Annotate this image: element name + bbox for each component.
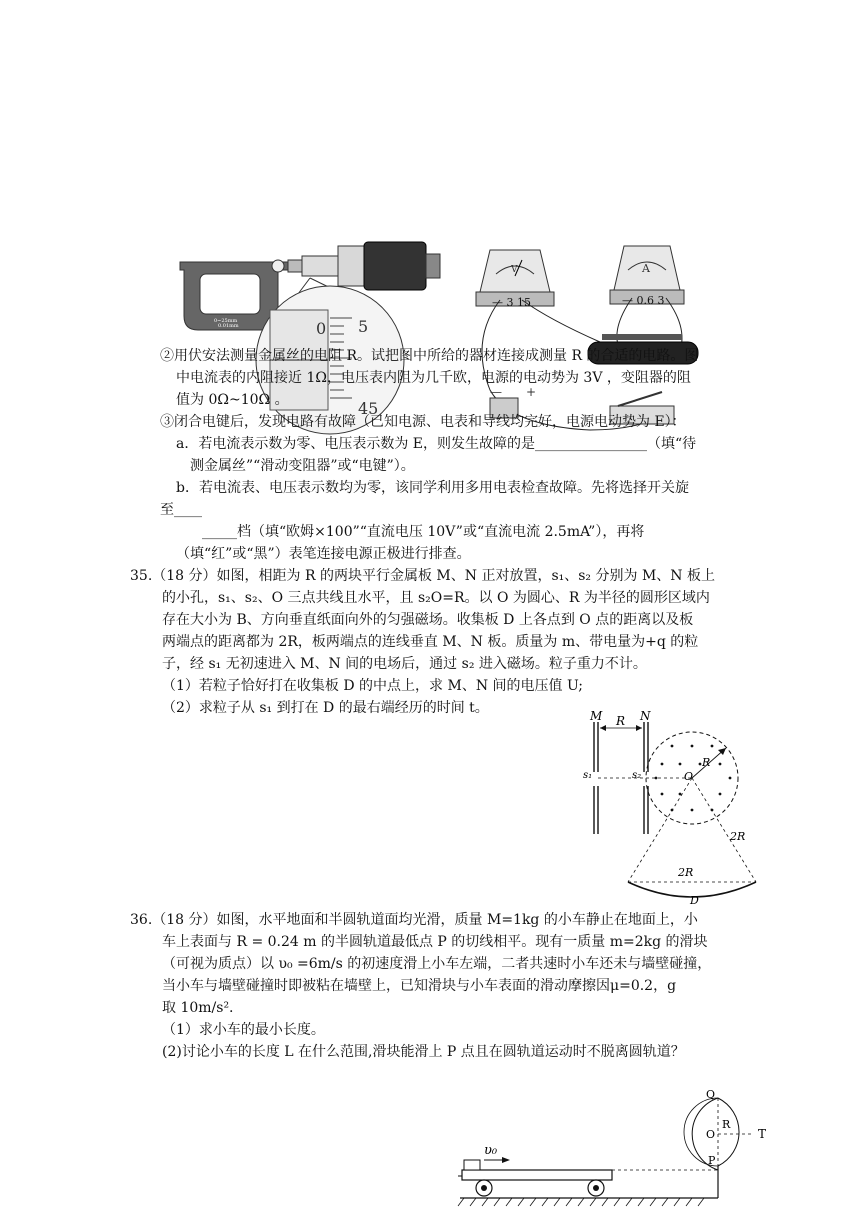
q34-part3-line1: ③闭合电键后，发现电路有故障（已知电源、电表和导线均完好，电源电动势为 E）：	[160, 414, 686, 430]
q36-question2: (2)讨论小车的长度 L 在什么范围,滑块能滑上 P 点且在圆轨道运动时不脱离圆轨道？	[162, 1044, 685, 1060]
q35-label-R-top: R	[616, 714, 626, 728]
q35-label-D: D	[690, 894, 699, 906]
q35-question1: （1）若粒子恰好打在收集板 D 的中点上，求 M、N 间的电压值 U;	[162, 678, 583, 694]
voltmeter-terminals: — 3 15	[492, 296, 531, 309]
q35-line2: 的小孔，s₁、s₂、O 三点共线且水平，且 s₂O=R。以 O 为圆心、R 为半径的圆形区域内	[162, 590, 710, 606]
ammeter-terminals: — 0.6 3	[622, 294, 665, 307]
q35-line3: 存在大小为 B、方向垂直纸面向外的匀强磁场。收集板 D 上各点到 O 点的距离以及板	[162, 612, 694, 628]
ammeter	[610, 246, 684, 307]
q34-part3-b-line4: （填“红”或“黑”）表笔连接电源正极进行排查。	[176, 546, 471, 562]
micrometer-res-label: 0.01mm	[218, 323, 239, 329]
q36-label-Q: Q	[706, 1088, 716, 1101]
q35-line5: 子，经 s₁ 无初速进入 M、N 间的电场后，通过 s₂ 进入磁场。粒子重力不计。	[162, 656, 647, 672]
q35-figure	[580, 706, 780, 906]
q35-line4: 两端点的距离都为 2R，板两端点的连线垂直 M、N 板。质量为 m、带电量为+q 的粒	[162, 634, 699, 650]
q35-question2: （2）求粒子从 s₁ 到打在 D 的最右端经历的时间 t。	[162, 700, 489, 716]
q34-part2-line1: ②用伏安法测量金属丝的电阻 R。试把图中所给的器材连接成测量 R 的合适的电路。图	[160, 348, 699, 364]
q34-part3-b-line2: 至____	[160, 502, 202, 518]
q34-part2-line2: 中电流表的内阻接近 1Ω，电压表内阻为几千欧，电源的电动势为 3V ，变阻器的阻	[176, 370, 691, 386]
ammeter-letter: A	[642, 262, 650, 275]
voltmeter-letter: V	[511, 265, 518, 275]
q35-label-2R-chord: 2R	[678, 866, 694, 879]
q34-part3-b-line3: _____档（填“欧姆×100”“直流电压 10V”或“直流电流 2.5mA”），再将	[202, 524, 645, 540]
q35-label-2R-side: 2R	[730, 830, 746, 843]
q35-label-O: O	[684, 770, 694, 783]
q36-line3: （可视为质点）以 υ₀ =6m/s 的初速度滑上小车左端，二者共速时小车还未与墙壁碰撞，	[162, 956, 712, 972]
q34-part3-b-line1: b．若电流表、电压表示数均为零，该同学利用多用电表检查故障。先将选择开关旋	[176, 480, 689, 496]
q34-part3-a-line1: a．若电流表示数为零、电压表示数为 E，则发生故障的是________________（填“待	[176, 436, 697, 452]
q36-line1: 36.（18 分）如图，水平地面和半圆轨道面均光滑，质量 M=1kg 的小车静止在地面上，小	[130, 912, 698, 928]
q35-line1: 35.（18 分）如图，相距为 R 的两块平行金属板 M、N 正对放置，s₁、s₂ 分别为 M、N 板上	[130, 568, 715, 584]
q35-label-s1: s₁	[583, 770, 593, 781]
thimble-number-0: 0	[316, 319, 327, 338]
q35-label-R-radius: R	[702, 756, 711, 769]
q34-part2-line3: 值为 0Ω~10Ω 。	[176, 392, 289, 408]
q36-label-v0: υ₀	[484, 1143, 498, 1158]
cart-body	[462, 1170, 612, 1180]
q36-question1: （1）求小车的最小长度。	[162, 1022, 325, 1038]
voltmeter	[476, 250, 554, 309]
micrometer-scale-label: 0~25mm	[214, 318, 238, 324]
q36-figure	[450, 1080, 790, 1210]
q34-part3-a-line2: 测金属丝”“滑动变阻器”或“电键”）。	[190, 458, 415, 474]
q36-label-T: T	[758, 1127, 767, 1141]
battery-plus: +	[526, 385, 537, 399]
q35-label-s2: s₂	[632, 770, 642, 781]
thimble-number-45: 45	[358, 399, 379, 418]
q35-label-N: N	[640, 709, 651, 723]
thimble-number-5: 5	[358, 317, 369, 336]
q35-label-M: M	[590, 709, 603, 723]
q36-line2: 车上表面与 R = 0.24 m 的半圆轨道最低点 P 的切线相平。现有一质量 m=2kg 的滑块	[162, 934, 708, 950]
battery-minus: —	[490, 385, 502, 399]
q36-label-P: P	[708, 1154, 716, 1167]
q36-label-O: O	[706, 1128, 716, 1141]
slider-block	[464, 1160, 480, 1170]
q36-line4: 当小车与墙壁碰撞时即被粘在墙壁上，已知滑块与小车表面的滑动摩擦因μ=0.2，g	[162, 978, 677, 994]
q36-label-R: R	[722, 1118, 731, 1131]
q36-line5: 取 10m/s².	[162, 1000, 234, 1016]
